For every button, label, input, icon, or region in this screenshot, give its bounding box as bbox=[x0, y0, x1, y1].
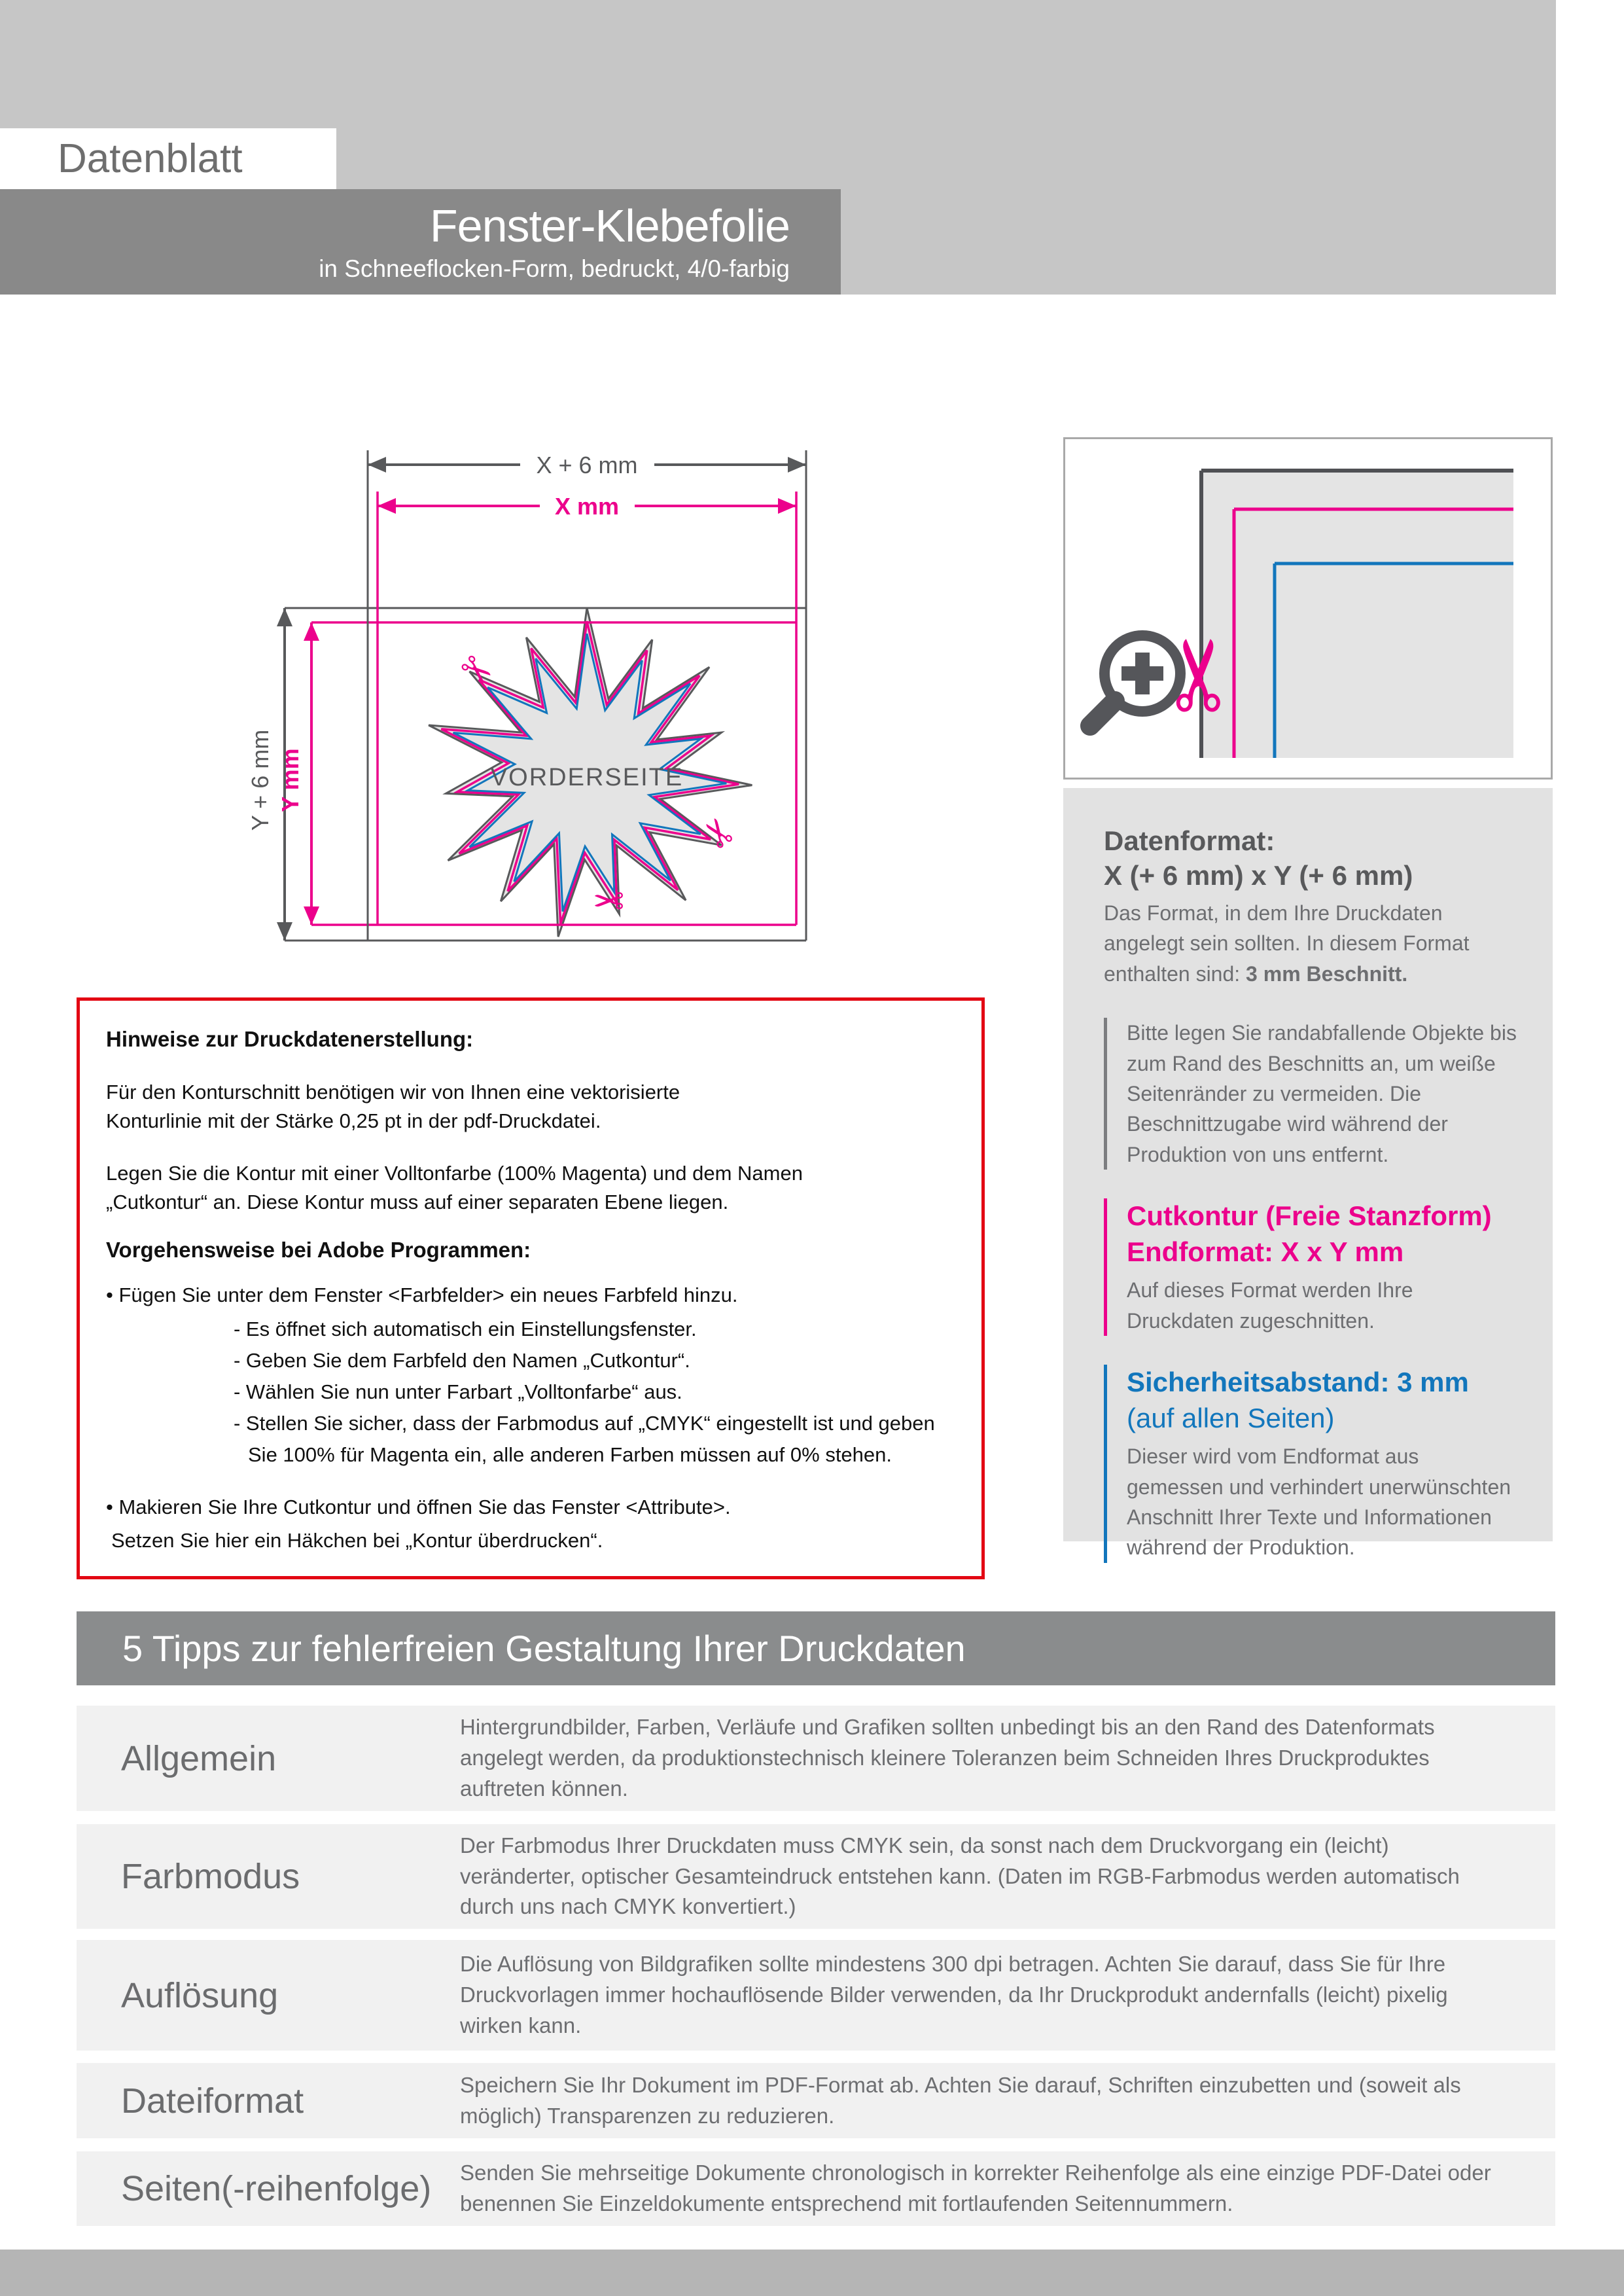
notes-bullet: • Fügen Sie unter dem Fenster <Farbfelder> ein neues Farbfeld hinzu. bbox=[106, 1283, 738, 1307]
print-data-notes-box bbox=[77, 997, 985, 1579]
tip-row-farbmodus bbox=[77, 1824, 1555, 1929]
tip-row-dateiformat bbox=[77, 2063, 1555, 2138]
tip-row-aufloesung bbox=[77, 1940, 1555, 2051]
notes-bullet-continuation: Setzen Sie hier ein Häkchen bei „Kontur überdrucken“. bbox=[111, 1529, 603, 1552]
tips-banner: 5 Tipps zur fehlerfreien Gestaltung Ihrer Druckdaten bbox=[77, 1611, 1555, 1685]
notes-subtitle: Vorgehensweise bei Adobe Programmen: bbox=[106, 1238, 531, 1263]
tip-label: Seiten(-reihenfolge) bbox=[121, 2169, 432, 2208]
cutkontur-title: Cutkontur (Freie Stanzform) bbox=[1127, 1200, 1492, 1232]
cutkontur-block bbox=[1104, 1198, 1520, 1336]
tip-label: Farbmodus bbox=[121, 1857, 300, 1896]
tip-label: Auflösung bbox=[121, 1975, 279, 2015]
notes-line: Legen Sie die Kontur mit einer Volltonfarbe (100% Magenta) und dem Namen bbox=[106, 1162, 803, 1185]
safety-title: Sicherheitsabstand: 3 mm bbox=[1127, 1367, 1469, 1398]
front-side-label: VORDERSEITE bbox=[490, 764, 684, 791]
footer-band bbox=[0, 2250, 1624, 2296]
bleed-note-block bbox=[1104, 1018, 1520, 1170]
notes-substep: - Geben Sie dem Farbfeld den Namen „Cutkontur“. bbox=[234, 1349, 690, 1372]
notes-substep: - Wählen Sie nun unter Farbart „Volltonfarbe“ aus. bbox=[234, 1380, 682, 1404]
notes-line: „Cutkontur“ an. Diese Kontur muss auf einer separaten Ebene liegen. bbox=[106, 1191, 729, 1214]
scissors-icon: ✂ bbox=[450, 644, 503, 698]
corner-zoom-illustration bbox=[1063, 437, 1553, 780]
scissors-icon: ✂ bbox=[692, 806, 746, 857]
bleed-bold: 3 mm Beschnitt. bbox=[1246, 961, 1408, 986]
notes-substep: - Es öffnet sich automatisch ein Einstellungsfenster. bbox=[234, 1318, 697, 1341]
notes-line: Für den Konturschnitt benötigen wir von Ihnen eine vektorisierte bbox=[106, 1081, 680, 1103]
safety-block bbox=[1104, 1365, 1520, 1563]
tip-label: Allgemein bbox=[121, 1738, 277, 1778]
cutkontur-text: Auf dieses Format werden Ihre Druckdaten zugeschnitten. bbox=[1127, 1278, 1413, 1333]
tip-text: Speichern Sie Ihr Dokument im PDF-Format ab. Achten Sie darauf, Schriften einzubetten und (soweit als möglich) Transparenzen zu reduzieren. bbox=[460, 2072, 1461, 2128]
dim-y-inner-label: Y mm bbox=[277, 748, 304, 812]
tip-row-allgemein bbox=[77, 1706, 1555, 1811]
cutkontur-endformat: Endformat: X x Y mm bbox=[1127, 1236, 1404, 1267]
datenformat-title: Datenformat: bbox=[1104, 825, 1275, 856]
safety-subtitle: (auf allen Seiten) bbox=[1127, 1402, 1335, 1433]
product-title: Fenster-Klebefolie bbox=[429, 200, 790, 251]
bleed-note-text: Bitte legen Sie randabfallende Objekte bis zum Rand des Beschnitts an, um weiße Seitenränder zu vermeiden. Die Beschnittzugabe wird während der Produktion von uns entfernt. bbox=[1127, 1021, 1517, 1166]
scissors-icon: ✂ bbox=[592, 878, 625, 921]
dim-y-outer-label: Y + 6 mm bbox=[247, 729, 274, 831]
doc-type-label: Datenblatt bbox=[0, 128, 336, 189]
tip-text: Die Auflösung von Bildgrafiken sollte mindestens 300 dpi betragen. Achten Sie darauf, dass Sie für Ihre Druckvorlagen immer hochauflösende Bilder verwenden, da Ihr Druckprodukt andernfalls (leicht) pixelig wirken kann. bbox=[460, 1952, 1448, 2037]
dimension-diagram bbox=[242, 406, 857, 982]
product-banner bbox=[0, 189, 841, 295]
tip-text: Hintergrundbilder, Farben, Verläufe und Grafiken sollten unbedingt bis an den Rand des Datenformats angelegt werden, da produktionstechnisch kleinere Toleranzen beim Schneiden Ihres Druckproduktes auftreten können. bbox=[460, 1715, 1435, 1801]
safety-text: Dieser wird vom Endformat aus gemessen und verhindert unerwünschten Anschnitt Ihrer Texte und Informationen während der Produktion. bbox=[1127, 1444, 1511, 1560]
scissors-icon: ✂ bbox=[1145, 634, 1255, 716]
notes-substep: Sie 100% für Magenta ein, alle anderen Farben müssen auf 0% stehen. bbox=[248, 1443, 892, 1467]
format-info-panel bbox=[1063, 788, 1553, 1560]
tip-row-seitenreihenfolge bbox=[77, 2151, 1555, 2226]
datenformat-text: Das Format, in dem Ihre Druckdaten angelegt sein sollten. In diesem Format enthalten sind: 3 mm Beschnitt. bbox=[1104, 901, 1470, 986]
notes-line: Konturlinie mit der Stärke 0,25 pt in der pdf-Druckdatei. bbox=[106, 1109, 601, 1133]
tip-text: Der Farbmodus Ihrer Druckdaten muss CMYK sein, da sonst nach dem Druckvorgang ein (leicht) veränderter, optischer Gesamteindruck entstehen kann. (Daten im RGB-Farbmodus werden automatisch durch uns nach CMYK konvertiert.) bbox=[460, 1833, 1460, 1919]
dim-x-inner-label: X mm bbox=[554, 493, 620, 520]
notes-title: Hinweise zur Druckdatenerstellung: bbox=[106, 1027, 474, 1051]
notes-substep: - Stellen Sie sicher, dass der Farbmodus auf „CMYK“ eingestellt ist und geben bbox=[234, 1412, 935, 1435]
notes-bullet: • Makieren Sie Ihre Cutkontur und öffnen Sie das Fenster <Attribute>. bbox=[106, 1496, 731, 1519]
tip-label: Dateiformat bbox=[121, 2081, 304, 2121]
datenformat-size: X (+ 6 mm) x Y (+ 6 mm) bbox=[1104, 859, 1413, 891]
tip-text: Senden Sie mehrseitige Dokumente chronologisch in korrekter Reihenfolge als eine einzige PDF-Datei oder benennen Sie Einzeldokumente entsprechend mit fortlaufenden Seitennummern. bbox=[460, 2161, 1491, 2215]
product-subtitle: in Schneeflocken-Form, bedruckt, 4/0-farbig bbox=[319, 255, 790, 282]
dim-x-outer-label: X + 6 mm bbox=[536, 452, 638, 478]
